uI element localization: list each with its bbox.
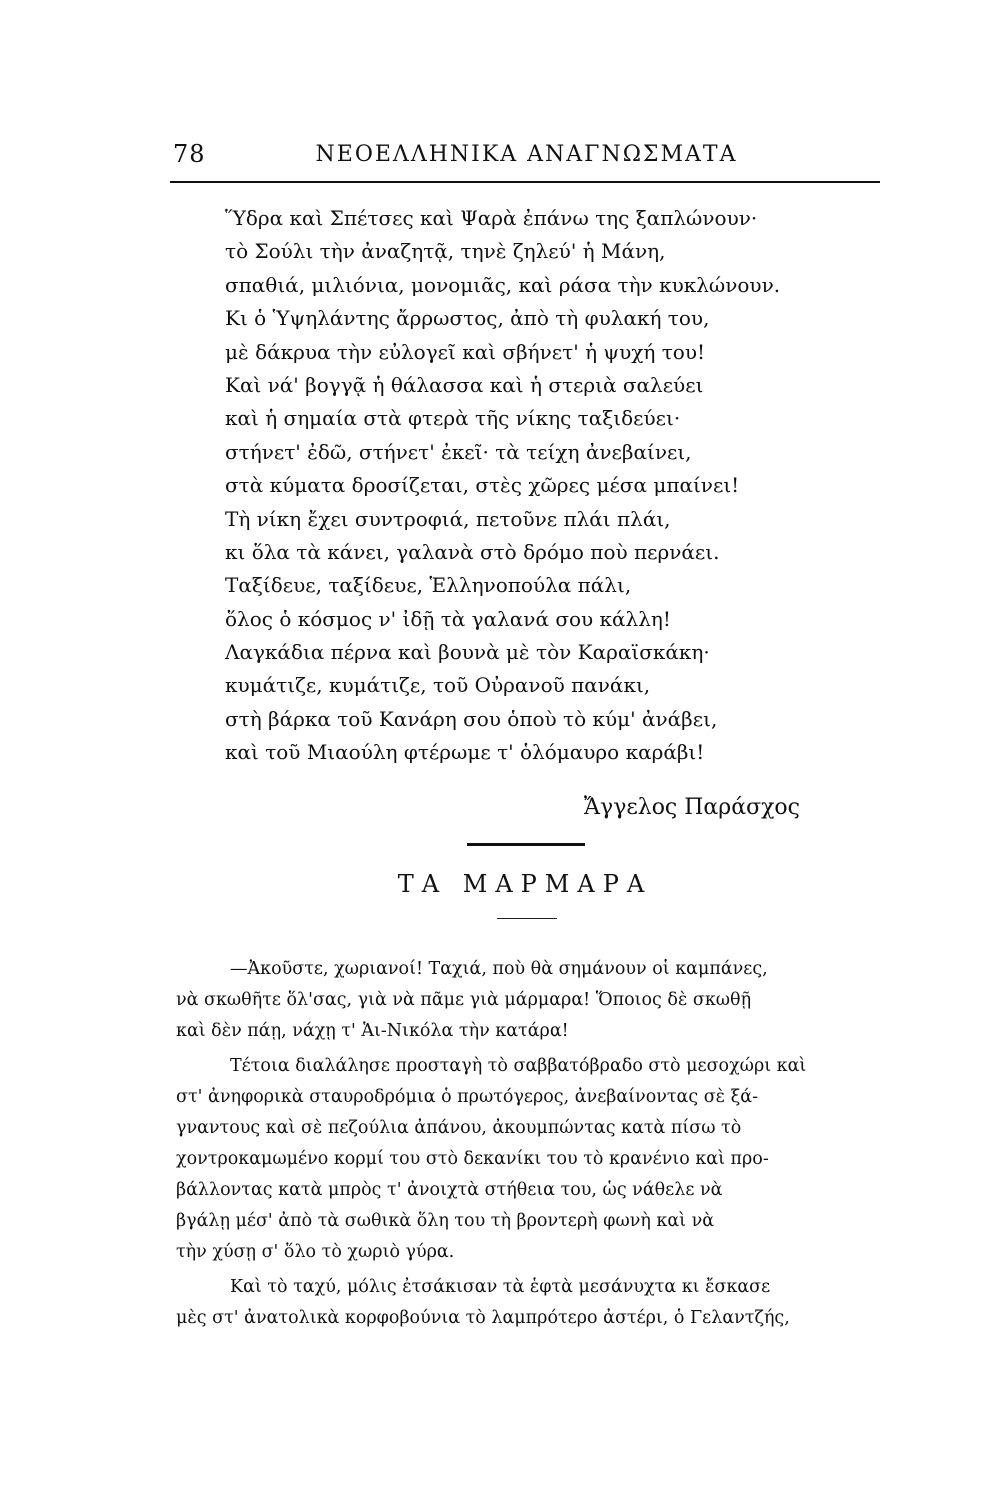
poem-line: στὴ βάρκα τοῦ Κανάρη σου ὁποὺ τὸ κύμ' ἀνάβει, (225, 706, 718, 731)
prose-line: στ' ἀνηφορικὰ σταυροδρόμια ὁ πρωτόγερος, ἀνεβαίνοντας σὲ ξά- (176, 1087, 758, 1107)
poem-line: στὰ κύματα δροσίζεται, στὲς χῶρες μέσα μπαίνει! (225, 473, 740, 498)
prose-line: Τέτοια διαλάλησε προσταγὴ τὸ σαββατόβραδο στὸ μεσοχώρι καὶ (230, 1056, 807, 1076)
prose-line: νὰ σκωθῆτε ὅλ'σας, γιὰ νὰ πᾶμε γιὰ μάρμαρα! Ὅποιος δὲ σκωθῇ (176, 990, 752, 1010)
prose-line: μὲς στ' ἀνατολικὰ κορφοβούνια τὸ λαμπρότερο ἀστέρι, ὁ Γελαντζής, (176, 1308, 790, 1328)
poem-line: Τὴ νίκη ἔχει συντροφιά, πετοῦνε πλάι πλάι, (225, 506, 671, 531)
poem-line: Ταξίδευε, ταξίδευε, Ἑλληνοπούλα πάλι, (225, 573, 632, 598)
poem-line: μὲ δάκρυα τὴν εὐλογεῖ καὶ σβήνετ' ἡ ψυχή του! (225, 339, 706, 364)
poem-line: κυμάτιζε, κυμάτιζε, τοῦ Οὐρανοῦ πανάκι, (225, 673, 651, 698)
prose-line: χοντροκαμωμένο κορμί του στὸ δεκανίκι του τὸ κρανένιο καὶ προ- (176, 1149, 769, 1169)
poem-line: Λαγκάδια πέρνα καὶ βουνὰ μὲ τὸν Καραϊσκάκη· (225, 640, 710, 665)
page-header (173, 138, 880, 178)
poem-line: κι ὅλα τὰ κάνει, γαλανὰ στὸ δρόμο ποὺ περνάει. (225, 539, 720, 564)
poem-line: σπαθιά, μιλιόνια, μονομιᾶς, καὶ ράσα τὴν κυκλώνουν. (225, 272, 781, 297)
poem-line: Καὶ νά' βογγᾷ ἡ θάλασσα καὶ ἡ στεριὰ σαλεύει (225, 372, 704, 397)
prose-line: Καὶ τὸ ταχύ, μόλις ἐτσάκισαν τὰ ἑφτὰ μεσάνυχτα κι ἔσκασε (230, 1277, 771, 1297)
poem (225, 202, 865, 770)
poem-line: καὶ τοῦ Μιαούλη φτέρωμε τ' ὁλόμαυρο καράβι! (225, 740, 705, 765)
prose-line: —Ἀκοῦστε, χωριανοί! Ταχιά, ποὺ θὰ σημάνουν οἱ καμπάνες, (230, 959, 768, 979)
running-title: ΝΕΟΕΛΛΗΝΙΚΑ ΑΝΑΓΝΩΣΜΑΤΑ (315, 142, 738, 167)
poem-line: ὅλος ὁ κόσμος ν' ἰδῇ τὰ γαλανά σου κάλλη! (225, 606, 671, 631)
prose-line: γναντους καὶ σὲ πεζούλια ἀπάνου, ἀκουμπώντας κατὰ πίσω τὸ (176, 1118, 742, 1138)
prose-line: βάλλοντας κατὰ μπρὸς τ' ἀνοιχτὰ στήθεια του, ὡς νάθελε νὰ (176, 1180, 723, 1200)
poem-line: τὸ Σούλι τὴν ἀναζητᾷ, τηνὲ ζηλεύ' ἡ Μάνη, (225, 239, 666, 264)
poem-line: Ὕδρα καὶ Σπέτσες καὶ Ψαρὰ ἐπάνω της ξαπλώνουν· (225, 206, 758, 230)
header-rule (170, 181, 880, 183)
poem-line: καὶ ἡ σημαία στὰ φτερὰ τῆς νίκης ταξιδεύει· (225, 406, 681, 431)
section-title: ΤΑ ΜΑΡΜΑΡΑ (397, 870, 653, 898)
poem-line: στήνετ' ἐδῶ, στήνετ' ἐκεῖ· τὰ τείχη ἀνεβαίνει, (225, 439, 692, 464)
poem-line: Κι ὁ Ὑψηλάντης ἄρρωστος, ἀπὸ τὴ φυλακή του, (225, 306, 710, 331)
section-separator (467, 843, 585, 846)
prose-line: τὴν χύσῃ σ' ὅλο τὸ χωριὸ γύρα. (176, 1242, 455, 1262)
prose-line: καὶ δὲν πάῃ, νάχῃ τ' Ἁι-Νικόλα τὴν κατάρα! (176, 1021, 569, 1041)
prose-body (176, 954, 878, 1334)
page-number: 78 (173, 140, 206, 168)
prose-line: βγάλῃ μέσ' ἀπὸ τὰ σωθικὰ ὅλη του τὴ βροντερὴ φωνὴ καὶ νὰ (176, 1211, 715, 1231)
title-underline (497, 918, 557, 919)
poem-signature: Ἄγγελος Παράσχος (583, 795, 800, 820)
